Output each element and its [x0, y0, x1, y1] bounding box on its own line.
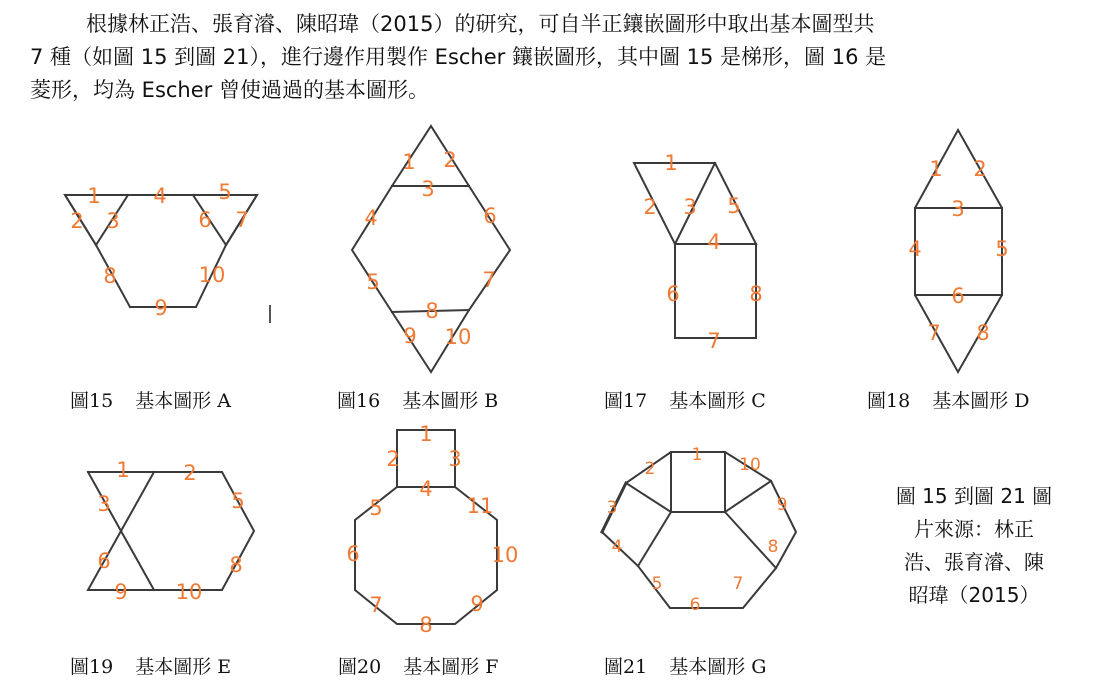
- figure-caption: [337, 386, 498, 413]
- edge-label: 3: [421, 177, 435, 201]
- figure-caption: [338, 652, 498, 679]
- edge-label: 10: [444, 325, 472, 349]
- figure-number: 圖20: [338, 656, 382, 678]
- edge-label: 10: [491, 543, 519, 567]
- figure-title: 基本圖形 D: [932, 390, 1030, 412]
- edge-label: 11: [466, 494, 494, 518]
- edge-label: 6: [346, 542, 360, 566]
- edge-label: 1: [116, 458, 130, 482]
- edge-label: 2: [443, 148, 457, 172]
- edge-label: 7: [927, 321, 941, 345]
- edge-label: 7: [235, 208, 249, 232]
- figure-title: 基本圖形 A: [135, 390, 231, 412]
- figure-title: 基本圖形 F: [403, 656, 499, 678]
- edge-label: 8: [749, 282, 763, 306]
- edge-label: 4: [611, 537, 623, 557]
- edge-label: 10: [198, 263, 226, 287]
- edge-label: 1: [402, 150, 416, 174]
- edge-label: 8: [229, 553, 243, 577]
- figure-number: 圖15: [70, 390, 114, 412]
- paragraph-line: 7 種（如圖 15 到圖 21），進行邊作用製作 Escher 鑲嵌圖形，其中圖 15 是梯形，圖 16 是: [30, 45, 887, 69]
- shape-g-outline: [602, 452, 796, 608]
- edge-label: 9: [776, 495, 788, 515]
- edge-label: 9: [403, 324, 417, 348]
- edge-label: 5: [231, 489, 245, 513]
- edge-label: 6: [689, 595, 701, 615]
- edge-label: 3: [97, 492, 111, 516]
- edge-label: 8: [103, 264, 117, 288]
- edge-label: 5: [366, 270, 380, 294]
- edge-label: 1: [664, 151, 678, 175]
- edge-label: 4: [908, 237, 922, 261]
- paragraph-line: 菱形，均為 Escher 曾使過過的基本圖形。: [30, 78, 429, 102]
- edge-label: 3: [951, 197, 965, 221]
- edge-label: 9: [154, 296, 168, 320]
- figure-caption: [70, 386, 231, 413]
- edge-label: 2: [70, 209, 84, 233]
- edge-label: 8: [419, 613, 433, 637]
- edge-label: 2: [643, 195, 657, 219]
- edge-label: 6: [666, 282, 680, 306]
- edge-label: 4: [707, 230, 721, 254]
- edge-label: 4: [153, 184, 167, 208]
- edge-label: 6: [97, 549, 111, 573]
- edge-label: 6: [483, 204, 497, 228]
- edge-label: 3: [606, 498, 618, 518]
- source-line: 昭瑋（2015）: [908, 583, 1040, 607]
- figure-number: 圖19: [70, 656, 114, 678]
- edge-label: 5: [727, 194, 741, 218]
- edge-label: 2: [644, 459, 656, 479]
- figure-caption: [867, 386, 1029, 413]
- edge-label: 5: [995, 237, 1009, 261]
- figure-source-note: [864, 480, 1084, 612]
- edge-label: 5: [218, 180, 232, 204]
- edge-label: 7: [732, 574, 744, 594]
- edge-label: 9: [114, 580, 128, 604]
- edge-label: 2: [183, 461, 197, 485]
- edge-label: 3: [448, 447, 462, 471]
- edge-label: 1: [929, 157, 943, 181]
- edge-label: 8: [976, 321, 990, 345]
- figure-number: 圖17: [604, 390, 648, 412]
- edge-label: 8: [425, 299, 439, 323]
- edge-label: 5: [369, 496, 383, 520]
- edge-label: 2: [973, 157, 987, 181]
- edge-label: 3: [106, 209, 120, 233]
- figure-title: 基本圖形 C: [669, 390, 766, 412]
- figure-title: 基本圖形 B: [402, 390, 499, 412]
- figure-caption: [604, 386, 766, 413]
- edge-label: 7: [482, 268, 496, 292]
- figure-title: 基本圖形 G: [669, 656, 767, 678]
- figure-number: 圖18: [867, 390, 911, 412]
- edge-label: 4: [419, 477, 433, 501]
- edge-label: 7: [369, 593, 383, 617]
- edge-label: 2: [386, 447, 400, 471]
- source-line: 圖 15 到圖 21 圖: [895, 484, 1053, 508]
- edge-label: 10: [175, 580, 203, 604]
- text-cursor: [269, 305, 271, 323]
- edge-label: 7: [707, 329, 721, 353]
- edge-label: 5: [651, 574, 663, 594]
- source-line: 片來源：林正: [914, 517, 1034, 541]
- figure-title: 基本圖形 E: [135, 656, 232, 678]
- edge-label: 1: [419, 422, 433, 446]
- figure-caption: [604, 652, 766, 679]
- edge-label: 1: [691, 445, 703, 465]
- edge-label: 4: [364, 206, 378, 230]
- figure-caption: [70, 652, 231, 679]
- edge-label: 10: [739, 455, 761, 475]
- edge-label: 9: [470, 592, 484, 616]
- edge-label: 3: [683, 195, 697, 219]
- source-line: 浩、張育濬、陳: [904, 550, 1044, 574]
- edge-label: 6: [198, 208, 212, 232]
- figure-number: 圖21: [604, 656, 648, 678]
- edge-label: 8: [767, 537, 779, 557]
- edge-label: 1: [87, 184, 101, 208]
- figure-number: 圖16: [337, 390, 381, 412]
- paragraph-line: 根據林正浩、張育濬、陳昭瑋（2015）的研究，可自半正鑲嵌圖形中取出基本圖型共: [86, 12, 875, 36]
- edge-label: 6: [951, 284, 965, 308]
